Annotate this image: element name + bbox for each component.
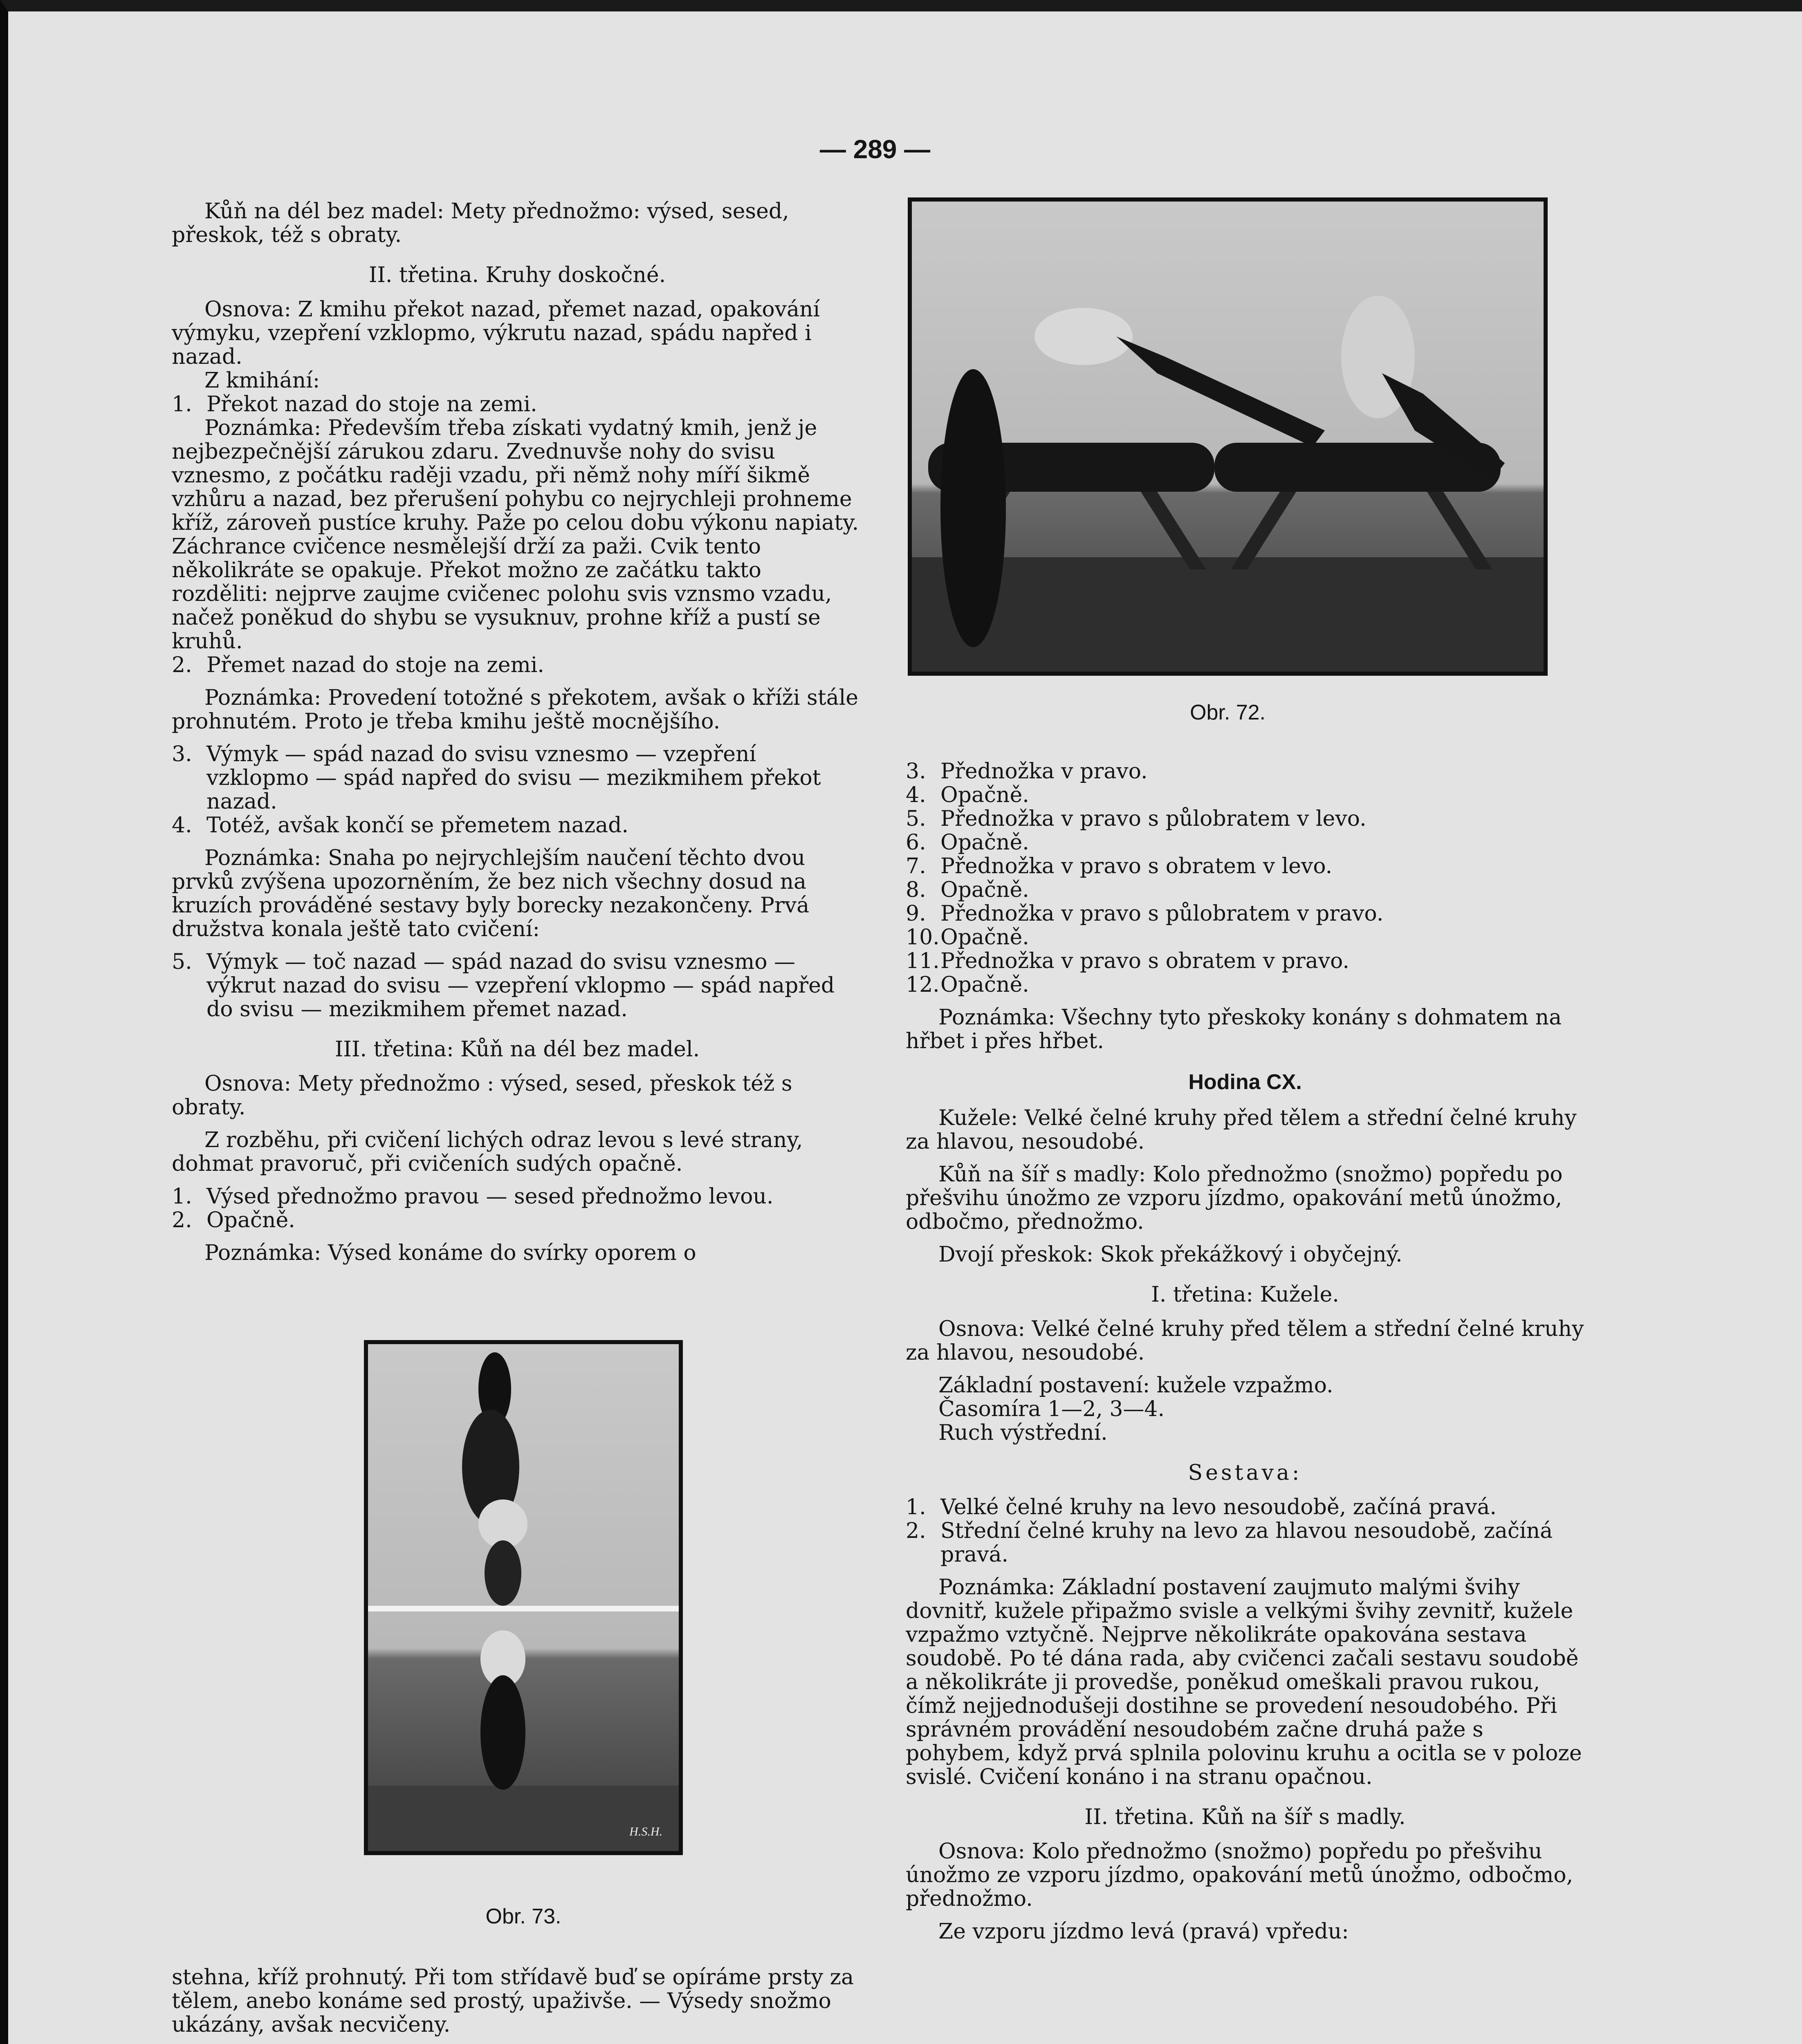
paragraph: Kůň na šíř s madly: Kolo přednožmo (snožmo) popředu po přešvihu únožmo ze vzporu jízdmo, opakování metů únožmo, odbočmo, přednožmo. <box>906 1162 1563 1234</box>
paragraph: Ruch výstřední. <box>938 1421 1108 1445</box>
paragraph: Osnova: Kolo přednožmo (snožmo) popředu po přešvihu únožmo ze vzporu jízdmo, opakování metů únožmo, odbočmo, přednožmo. <box>906 1839 1573 1911</box>
list-item: 12. Opačně. <box>906 973 1029 997</box>
section-heading: III. třetina: Kůň na dél bez madel. <box>334 1037 700 1062</box>
paragraph: Osnova: Mety přednožmo : výsed, sesed, přeskok též s obraty. <box>172 1071 792 1120</box>
paragraph: Osnova: Z kmihu překot nazad, přemet nazad, opakování výmyku, vzepření vzklopmo, výkrutu nazad, spádu napřed i nazad. <box>172 297 820 369</box>
section-heading: I. třetina: Kužele. <box>1151 1282 1339 1307</box>
left-column <box>172 199 863 1265</box>
paragraph: Časomíra 1—2, 3—4. <box>938 1397 1165 1421</box>
note: Poznámka: Především třeba získati vydatný kmih, jenž je nejbezpečnější zárukou zdaru. Zvednuvše nohy do svisu vznesmo, z počátku raději vzadu, při němž nohy míří šikmě vzhůru a nazad, bez přerušení pohybu co nejrychleji prohneme kříž, zároveň pustíce kruhy. Paže po celou dobu výkonu napiaty. Záchrance cvičence nesmělejší drží za paži. Cvik tento několikráte se opakuje. Překot možno ze začátku takto rozděliti: nejprve zaujme cvičenec polohu svis vznsmo vzadu, načež poněkud do shybu se vysuknuv, prohne kříž a pustí se kruhů. <box>172 416 859 654</box>
photo-figure-72 <box>908 197 1548 676</box>
photo-credit: H.S.H. <box>629 1825 662 1838</box>
note: Poznámka: Snaha po nejrychlejším naučení těchto dvou prvků zvýšena upozorněním, že bez nich všechny dosud na kruzích prováděné sestavy byly borecky nezakončeny. Prvá družstva konala ještě tato cvičení: <box>172 846 810 941</box>
list-item: 9. Přednožka v pravo s půlobratem v pravo. <box>906 901 1384 926</box>
paragraph: Kužele: Velké čelné kruhy před tělem a střední čelné kruhy za hlavou, nesoudobé. <box>906 1106 1577 1154</box>
note: Poznámka: Základní postavení zaujmuto malými švihy dovnitř, kužele připažmo svisle a velkými švihy zevnitř, kužele vzpažmo vztyčně. Nejprve několikráte opakována sestava soudobě. Po té dána rada, aby cvičenci začali sestavu soudobě a několikráte ji provedše, poněkud omeškali pravou rukou, čímž nejjednodušeji dostihne se provedení nesoudobého. Při správném provádění nesoudobém začne druhá paže s pohybem, když prvá splnila polovinu kruhu a ocitla se v poloze svislé. Cvičení konáno i na stranu opačnou. <box>906 1575 1582 1789</box>
list-item: 1. Výsed přednožmo pravou — sesed přednožmo levou. <box>172 1184 774 1209</box>
note: Poznámka: Provedení totožné s překotem, avšak o kříži stále prohnutém. Proto je třeba kmihu ještě mocnějšího. <box>172 686 859 734</box>
list-item: 5. Výmyk — toč nazad — spád nazad do svisu vznesmo — výkrut nazad do svisu — vzepření vklopmo — spád napřed do svisu — mezikmihem přemet nazad. <box>172 950 835 1022</box>
exercise-list <box>906 760 1584 997</box>
paragraph: Kůň na dél bez madel: Mety přednožmo: výsed, sesed, přeskok, též s obraty. <box>172 199 789 247</box>
list-item: 3. Přednožka v pravo. <box>906 759 1148 784</box>
note: Poznámka: Všechny tyto přeskoky konány s dohmatem na hřbet i přes hřbet. <box>906 1005 1562 1053</box>
paragraph: Dvojí přeskok: Skok překážkový i obyčejný. <box>938 1242 1403 1267</box>
figure-caption: Obr. 72. <box>1190 701 1266 724</box>
list-item: 3. Výmyk — spád nazad do svisu vznesmo — vzepření vzklopmo — spád napřed do svisu — mezikmihem překot nazad. <box>172 742 821 814</box>
section-heading: Sestava: <box>1188 1461 1302 1485</box>
list-item: 7. Přednožka v pravo s obratem v levo. <box>906 854 1333 879</box>
list-item: 2. Opačně. <box>172 1208 295 1233</box>
list-item: 1. Velké čelné kruhy na levo nesoudobě, začíná pravá. <box>906 1495 1497 1520</box>
list-item: 10. Opačně. <box>906 925 1029 950</box>
lesson-heading: Hodina CX. <box>1188 1070 1302 1094</box>
paragraph: Osnova: Velké čelné kruhy před tělem a střední čelné kruhy za hlavou, nesoudobé. <box>906 1317 1584 1365</box>
left-column-end <box>172 1966 863 2037</box>
note: Poznámka: Výsed konáme do svírky oporem o <box>204 1241 696 1265</box>
section-heading: II. třetina. Kruhy doskočné. <box>368 263 666 287</box>
photo-figure-73 <box>364 1340 683 1855</box>
list-item: 1. Překot nazad do stoje na zemi. <box>172 392 537 417</box>
handstand-photo-icon <box>368 1344 679 1851</box>
section-heading: II. třetina. Kůň na šíř s madly. <box>1084 1805 1406 1829</box>
list-item: 8. Opačně. <box>906 878 1029 902</box>
paragraph: stehna, kříž prohnutý. Při tom střídavě buď se opíráme prsty za tělem, anebo konáme sed prostý, upaživše. — Výsedy snožmo ukázány, avšak necvičeny. <box>172 1965 854 2037</box>
paragraph: Z kmihání: <box>204 368 320 393</box>
pommel-horse-photo-icon <box>912 202 1544 672</box>
list-item: 2. Střední čelné kruhy na levo za hlavou nesoudobě, začíná pravá. <box>906 1519 1553 1567</box>
list-item: 5. Přednožka v pravo s půlobratem v levo. <box>906 807 1367 831</box>
list-item: 11. Přednožka v pravo s obratem v pravo. <box>906 949 1349 973</box>
paragraph: Z rozběhu, při cvičení lichých odraz levou s levé strany, dohmat pravoruč, při cvičeních sudých opačně. <box>172 1128 803 1176</box>
list-item: 4. Totéž, avšak končí se přemetem nazad. <box>172 813 628 838</box>
list-item: 6. Opačně. <box>906 830 1029 855</box>
list-item: 2. Přemet nazad do stoje na zemi. <box>172 653 544 677</box>
paragraph: Základní postavení: kužele vzpažmo. <box>938 1373 1333 1398</box>
paragraph: Ze vzporu jízdmo levá (pravá) vpředu: <box>938 1919 1349 1944</box>
right-column <box>906 760 1584 1943</box>
list-item: 4. Opačně. <box>906 783 1029 807</box>
page-number: — 289 — <box>819 134 931 164</box>
figure-caption: Obr. 73. <box>485 1905 561 1928</box>
